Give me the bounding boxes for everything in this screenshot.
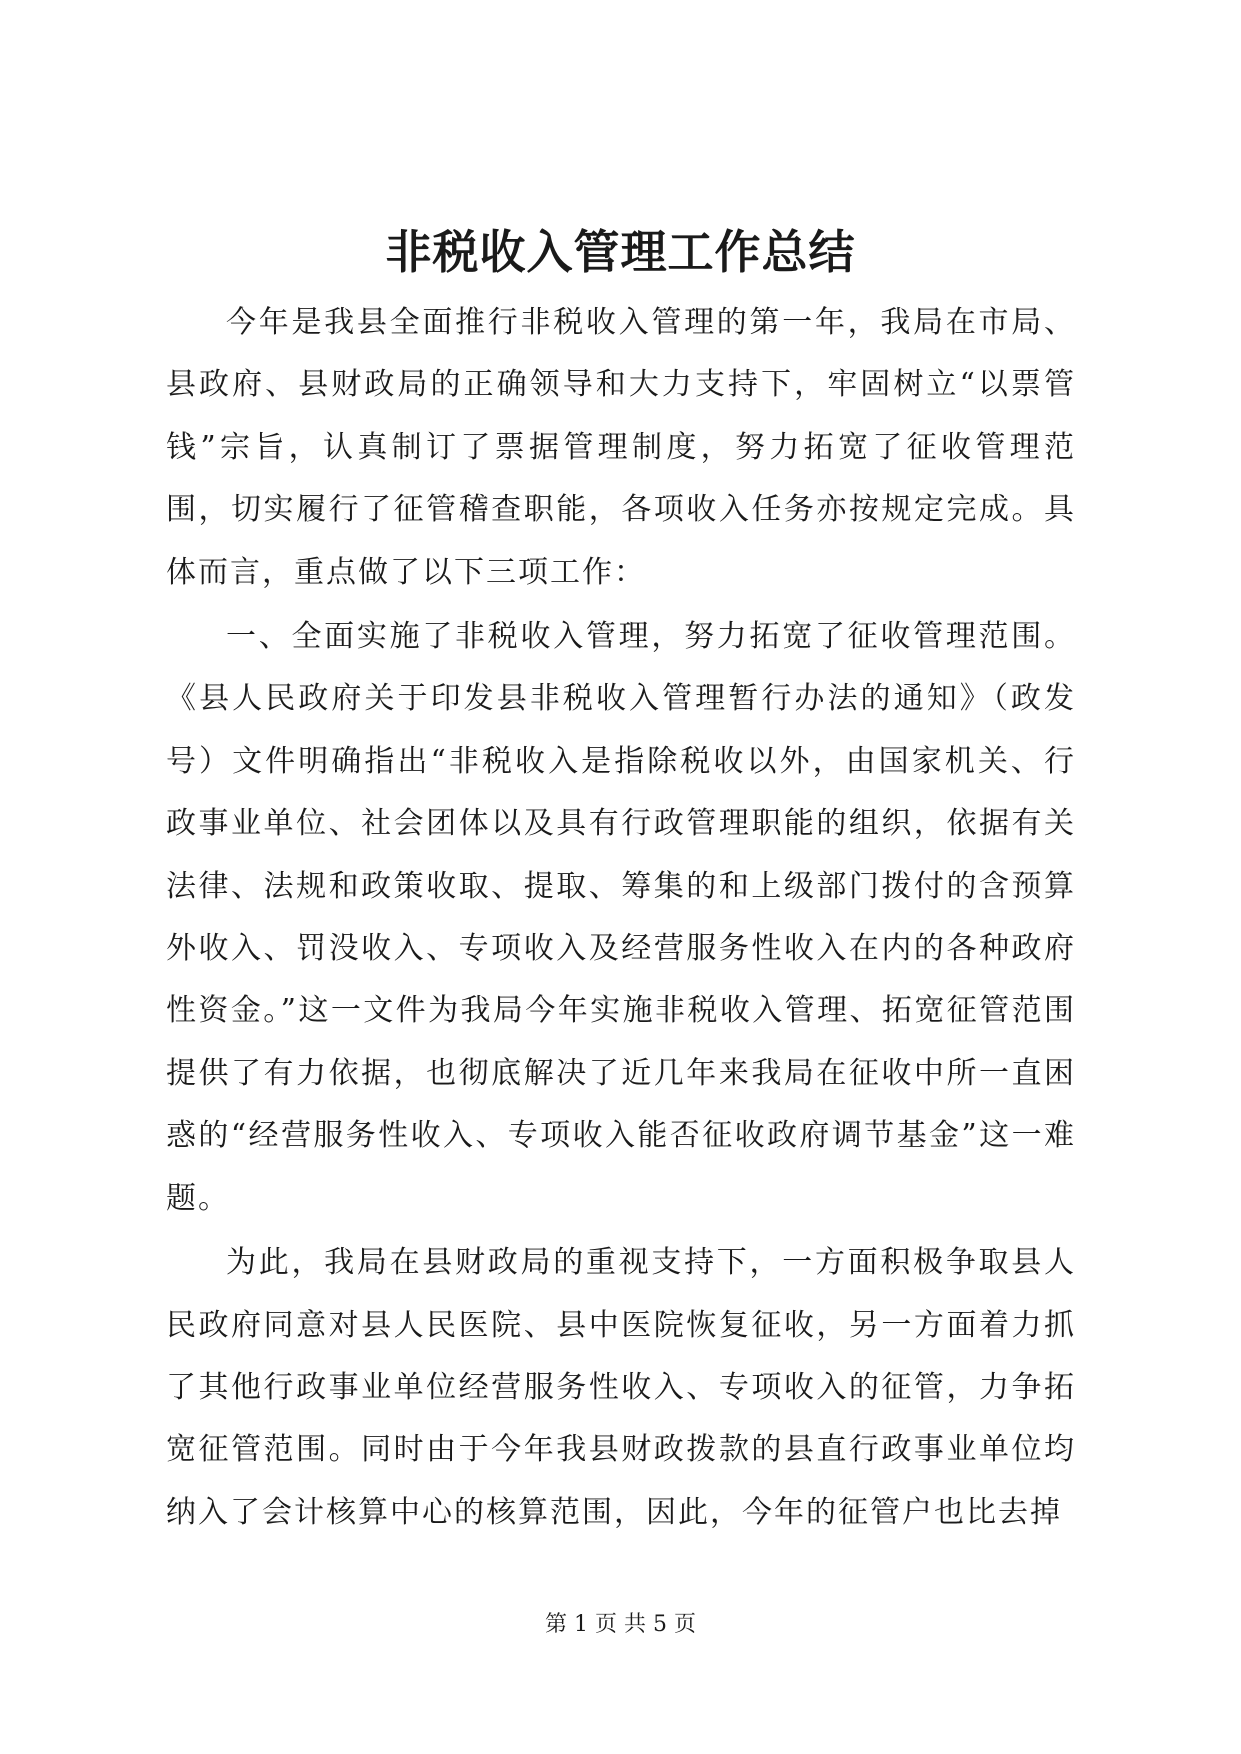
- paragraph-section-one: 一、全面实施了非税收入管理，努力拓宽了征收管理范围。《县人民政府关于印发县非税收入管理暂行办法的通知》（政发号）文件明确指出“非税收入是指除税收以外，由国家机关、行政事业单位、社会团体以及具有行政管理职能的组织，依据有关法律、法规和政策收取、提取、筹集的和上级部门拨付的含预算外收入、罚没收入、专项收入及经营服务性收入在内的各种政府性资金。”这一文件为我局今年实施非税收入管理、拓宽征管范围提供了有力依据，也彻底解决了近几年来我局在征收中所一直困惑的“经营服务性收入、专项收入能否征收政府调节基金”这一难题。: [166, 619, 1076, 1216]
- page-footer: [0, 1611, 1241, 1639]
- document-body: [166, 292, 1076, 1546]
- document-title: 非税收入管理工作总结: [385, 225, 856, 279]
- paragraph-intro: 今年是我县全面推行非税收入管理的第一年，我局在市局、县政府、县财政局的正确领导和大力支持下，牢固树立“以票管钱”宗旨，认真制订了票据管理制度，努力拓宽了征收管理范围，切实履行了征管稽查职能，各项收入任务亦按规定完成。具体而言，重点做了以下三项工作：: [166, 305, 1076, 590]
- paragraph-measures: 为此，我局在县财政局的重视支持下，一方面积极争取县人民政府同意对县人民医院、县中医院恢复征收，另一方面着力抓了其他行政事业单位经营服务性收入、专项收入的征管，力争拓宽征管范围。同时由于今年我县财政拨款的县直行政事业单位均纳入了会计核算中心的核算范围，因此，今年的征管户也比去掉: [166, 1245, 1076, 1530]
- page-number: 第 1 页 共 5 页: [545, 1612, 696, 1637]
